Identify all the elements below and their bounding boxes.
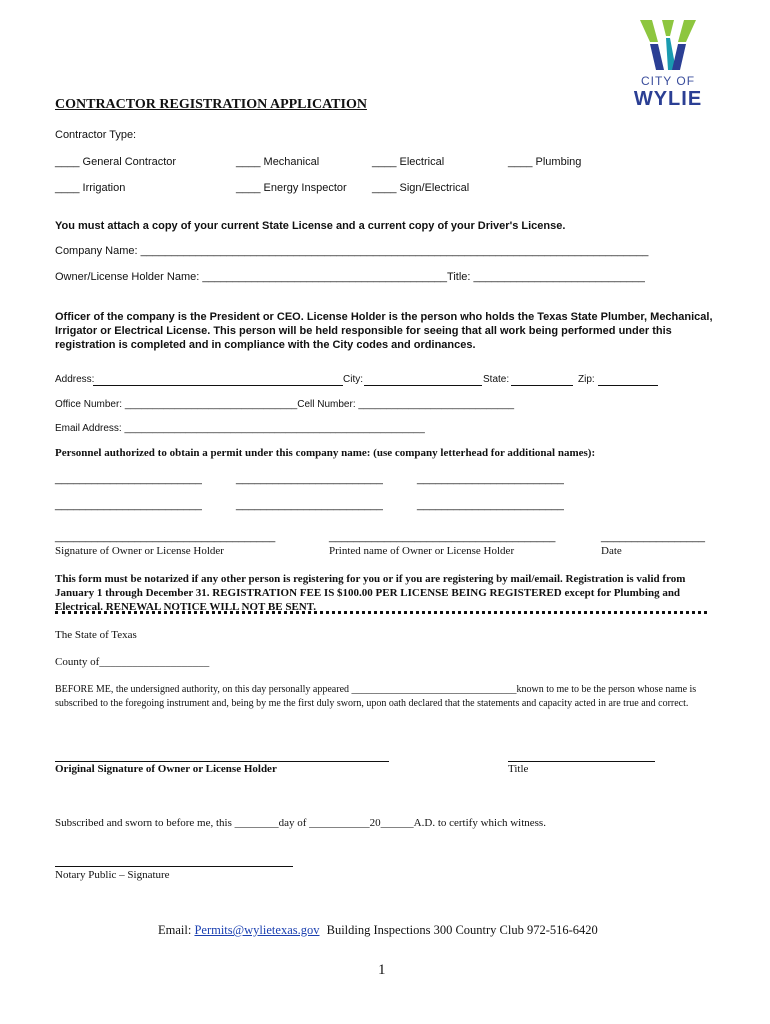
company-name-field[interactable]: Company Name: ___________________________________________________________________________________: [55, 245, 649, 257]
license-notice: You must attach a copy of your current State License and a current copy of your Driver's License.: [55, 220, 566, 232]
personnel-blank[interactable]: ________________________: [417, 499, 564, 511]
date-label: Date: [601, 545, 622, 557]
logo-city-of: CITY OF: [640, 74, 696, 88]
page-number: 1: [378, 962, 386, 978]
original-signature-line[interactable]: [55, 761, 389, 762]
subscribed-sworn-text[interactable]: Subscribed and sworn to before me, this ________day of ___________20______A.D. to certify which witness.: [55, 817, 546, 829]
before-me-paragraph: BEFORE ME, the undersigned authority, on this day personally appeared _________________________________known to me to be the person whose name is subscribed to the foregoing instrument and, being by me the first duly sworn, upon oath declared that the statements and capacity acted in are true and correct.: [55, 684, 697, 709]
dotted-divider: [55, 611, 707, 614]
option-electrical[interactable]: ____ Electrical: [372, 156, 445, 168]
personnel-blank[interactable]: ________________________: [236, 499, 383, 511]
zip-field[interactable]: [598, 385, 658, 386]
title-line[interactable]: [508, 761, 655, 762]
original-signature-label: Original Signature of Owner or License Holder: [55, 763, 277, 775]
personnel-heading: Personnel authorized to obtain a permit under this company name: (use company letterhead for additional names):: [55, 447, 596, 459]
contractor-type-label: Contractor Type:: [55, 129, 137, 141]
footer-email-label: Email:: [158, 923, 192, 937]
option-mechanical[interactable]: ____ Mechanical: [236, 156, 320, 168]
form-title: CONTRACTOR REGISTRATION APPLICATION: [55, 97, 367, 112]
city-field[interactable]: [364, 385, 482, 386]
owner-signature-line[interactable]: ____________________________________: [55, 531, 276, 543]
zip-label: Zip:: [578, 374, 595, 385]
logo-wylie: WYLIE: [633, 88, 703, 110]
officer-paragraph: Officer of the company is the President or CEO. License Holder is the person who holds the Texas State Plumber, Mechanical, Irrigator or Electrical License. This person will be held responsible for seeing that all work being performed under this registration is completed and in compliance with the City codes and ordinances.: [55, 311, 713, 351]
footer: [158, 923, 598, 938]
personnel-blank[interactable]: ________________________: [417, 473, 564, 485]
option-sign-electrical[interactable]: ____ Sign/Electrical: [372, 182, 470, 194]
personnel-blank[interactable]: ________________________: [236, 473, 383, 485]
option-plumbing[interactable]: ____ Plumbing: [508, 156, 582, 168]
city-logo: [632, 18, 704, 110]
email-address-field[interactable]: Email Address: ______________________________________________________: [55, 423, 425, 434]
footer-email-link[interactable]: Permits@wylietexas.gov: [194, 923, 320, 937]
wylie-w-icon: [632, 18, 704, 74]
option-irrigation[interactable]: ____ Irrigation: [55, 182, 126, 194]
county-of-field[interactable]: County of____________________: [55, 656, 210, 668]
city-label: City:: [343, 374, 363, 385]
state-of-texas: The State of Texas: [55, 629, 137, 641]
owner-signature-label: Signature of Owner or License Holder: [55, 545, 224, 557]
notary-signature-label: Notary Public – Signature: [55, 869, 170, 881]
state-field[interactable]: [511, 385, 573, 386]
footer-address: Building Inspections 300 Country Club 972-516-6420: [326, 923, 598, 937]
notary-signature-line[interactable]: [55, 866, 293, 867]
address-label: Address:: [55, 374, 95, 385]
date-line[interactable]: _________________: [601, 531, 706, 543]
personnel-blank[interactable]: ________________________: [55, 473, 202, 485]
address-field[interactable]: [93, 385, 343, 386]
title-label: Title: [508, 763, 529, 775]
option-general-contractor[interactable]: ____ General Contractor: [55, 156, 177, 168]
printed-name-line[interactable]: _____________________________________: [329, 531, 556, 543]
printed-name-label: Printed name of Owner or License Holder: [329, 545, 515, 557]
state-label: State:: [483, 374, 510, 385]
office-cell-field[interactable]: Office Number: _______________________________Cell Number: ____________________________: [55, 399, 515, 410]
personnel-blank[interactable]: ________________________: [55, 499, 202, 511]
notarize-paragraph: This form must be notarized if any other person is registering for you or if you are registering by mail/email. Registration is valid from January 1 through December 31. REGISTRATION FEE IS $100.00 PER LICENSE BEING REGISTERED except for Plumbing and Electrical. RENEWAL NOTICE WILL NOT BE SENT.: [55, 573, 686, 613]
owner-license-holder-field[interactable]: Owner/License Holder Name: ________________________________________Title: ____________________________: [55, 271, 645, 283]
option-energy-inspector[interactable]: ____ Energy Inspector: [236, 182, 347, 194]
